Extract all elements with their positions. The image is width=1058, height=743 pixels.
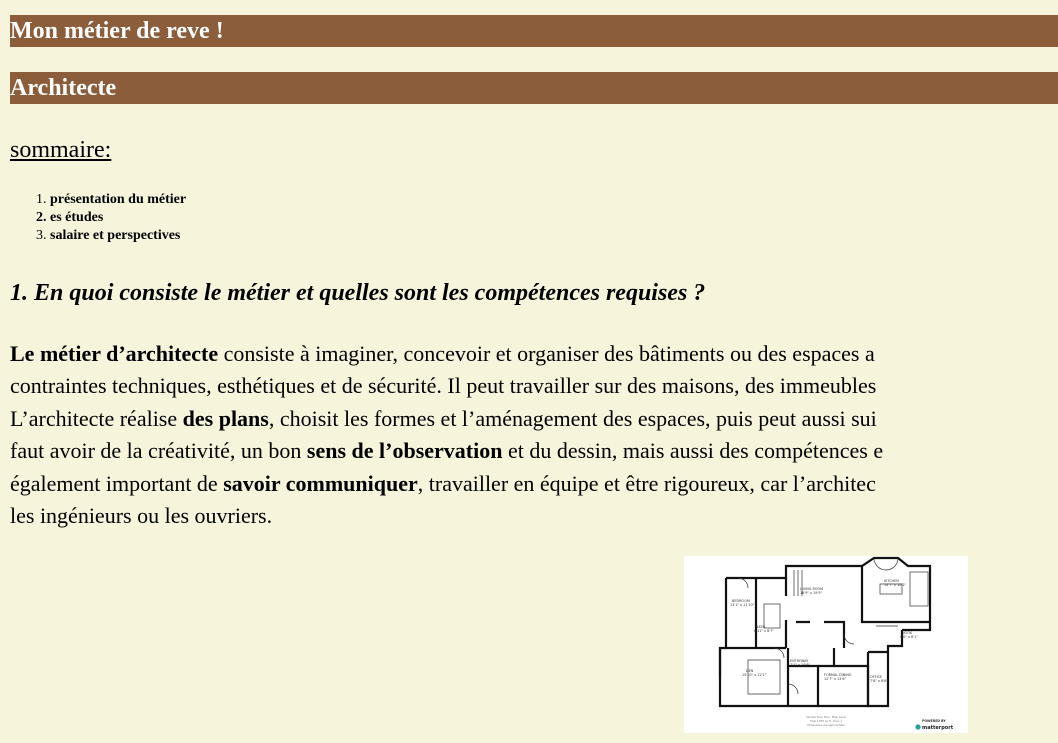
summary-item-label: présentation du métier	[50, 192, 187, 207]
summary-item	[50, 191, 186, 209]
summary-list	[10, 191, 186, 245]
logo-name: matterport	[922, 725, 954, 731]
room-label: NOOK	[902, 631, 913, 635]
page-subtitle: Architecte	[10, 72, 1058, 104]
summary-item-label: es études	[50, 210, 104, 225]
summary-item	[50, 209, 186, 227]
body-text: , travailler en équipe et être rigoureux, car l’architec	[417, 470, 876, 496]
floor-plan-footer	[806, 715, 846, 727]
body-text: , choisit les formes et l’aménagement des espaces, puis peut aussi sui	[268, 405, 877, 431]
room-dim: 18'9" x 19'5"	[800, 591, 823, 595]
page-title: Mon métier de reve !	[10, 15, 1058, 47]
paragraph-line	[10, 370, 1058, 402]
footer-line: Dimensions are approximate	[807, 724, 845, 727]
floor-plan-image	[684, 556, 968, 733]
room-dim: 9'0" x 8'1"	[900, 635, 918, 639]
body-text: également important de	[10, 470, 224, 496]
emphasis-text: des plans	[182, 405, 269, 431]
footer-line: Sample Floor Plan · Main Level	[806, 716, 846, 719]
section-heading: 1. En quoi consiste le métier et quelles sont les compétences requises ?	[10, 280, 706, 306]
room-label: FORMAL DINING	[824, 673, 852, 677]
room-dim: 7'1" x 14'6"	[790, 663, 810, 667]
body-text: les ingénieurs ou les ouvriers.	[10, 503, 273, 529]
paragraph-line	[10, 338, 1058, 370]
room-dim: 6'11" x 8'7"	[754, 629, 774, 633]
paragraph-line	[10, 403, 1058, 435]
room-dim: 7'8" x 8'6"	[870, 679, 888, 683]
summary-item	[50, 227, 186, 245]
body-text: et du dessin, mais aussi des compétences e	[502, 438, 884, 464]
room-label: DEN	[746, 669, 754, 673]
summary-label: sommaire:	[10, 137, 112, 163]
room-label: LIVING ROOM	[800, 587, 824, 591]
emphasis-text: savoir communiquer	[223, 470, 418, 496]
logo-tagline: POWERED BY	[922, 719, 946, 723]
emphasis-text: Le métier d’architecte	[10, 341, 219, 366]
body-text: contraintes techniques, esthétiques et de sécurité. Il peut travailler sur des maisons, des immeubles	[10, 373, 877, 399]
footer-line: Total 1,855 sq ft · Floor 1	[809, 720, 843, 723]
room-label: BATH	[756, 625, 766, 629]
room-dim: 13'1" x 11'10"	[730, 603, 755, 607]
room-label: BEDROOM	[732, 599, 750, 603]
body-text: consiste à imaginer, concevoir et organiser des bâtiments ou des espaces a	[218, 341, 875, 366]
room-label: KITCHEN	[884, 579, 899, 583]
room-label: OFFICE	[870, 675, 883, 679]
paragraph-line	[10, 435, 1058, 467]
body-text: faut avoir de la créativité, un bon	[10, 438, 307, 464]
summary-item-label: salaire et perspectives	[50, 228, 181, 243]
room-dim: 15'10" x 12'1"	[742, 673, 767, 677]
paragraph-line	[10, 500, 1058, 532]
section-paragraph	[10, 338, 1058, 532]
paragraph-line	[10, 468, 1058, 500]
emphasis-text: sens de l’observation	[306, 438, 503, 464]
room-dim: 14'7" x 10'2"	[884, 583, 907, 587]
room-label: ENTRYWAY	[790, 659, 809, 663]
room-dim: 12'7" x 13'6"	[824, 677, 847, 681]
body-text: L’architecte réalise	[10, 405, 183, 431]
